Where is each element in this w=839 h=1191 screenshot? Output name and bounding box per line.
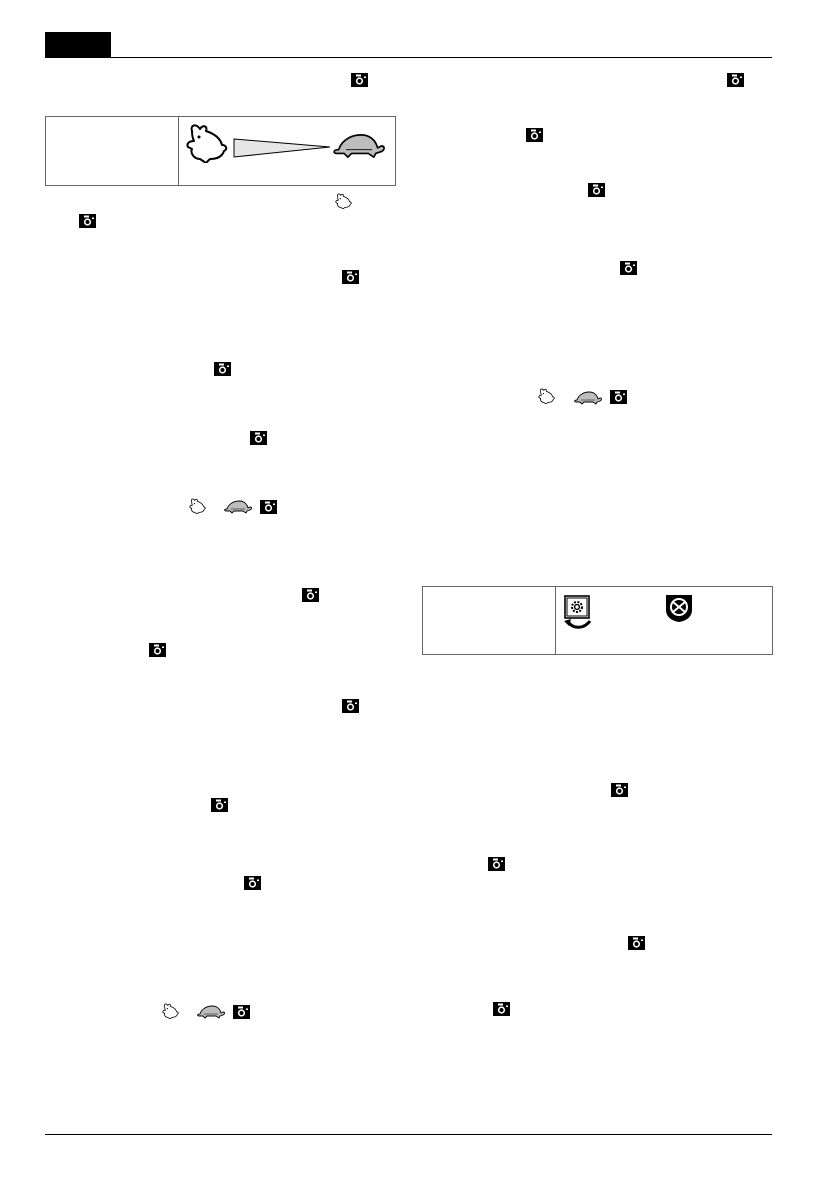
- camera-icon: [233, 1005, 250, 1019]
- chapter-tab: [45, 32, 111, 58]
- rabbit-icon: [536, 388, 558, 404]
- turtle-icon: [224, 500, 252, 514]
- camera-icon: [79, 214, 96, 228]
- turtle-icon: [574, 391, 602, 405]
- speed-table: [45, 116, 396, 186]
- camera-icon: [611, 783, 628, 797]
- camera-icon: [342, 270, 359, 284]
- camera-icon: [342, 699, 359, 713]
- camera-icon: [488, 857, 505, 871]
- torque-badge-icon: [663, 592, 695, 624]
- header-rule: [45, 57, 772, 58]
- settings-table: [422, 586, 773, 655]
- camera-icon: [214, 362, 231, 376]
- camera-icon: [351, 73, 368, 87]
- rabbit-icon: [187, 498, 209, 514]
- camera-icon: [211, 798, 228, 812]
- camera-icon: [250, 431, 267, 445]
- camera-icon: [628, 936, 645, 950]
- camera-icon: [244, 876, 261, 890]
- rabbit-icon: [187, 125, 226, 163]
- camera-icon: [493, 1002, 510, 1016]
- camera-icon: [610, 390, 627, 404]
- camera-icon: [588, 183, 605, 197]
- rabbit-to-turtle-speed-graphic: [186, 123, 386, 163]
- camera-icon: [526, 128, 543, 142]
- camera-icon: [727, 73, 744, 87]
- gear-rotate-icon: [564, 595, 594, 631]
- camera-icon: [620, 261, 637, 275]
- turtle-icon: [197, 1005, 225, 1019]
- rabbit-icon: [160, 1003, 182, 1019]
- footer-rule: [45, 1134, 772, 1135]
- camera-icon: [149, 643, 166, 657]
- camera-icon: [302, 588, 319, 602]
- turtle-icon: [334, 135, 384, 157]
- rabbit-icon: [333, 193, 355, 209]
- camera-icon: [260, 500, 277, 514]
